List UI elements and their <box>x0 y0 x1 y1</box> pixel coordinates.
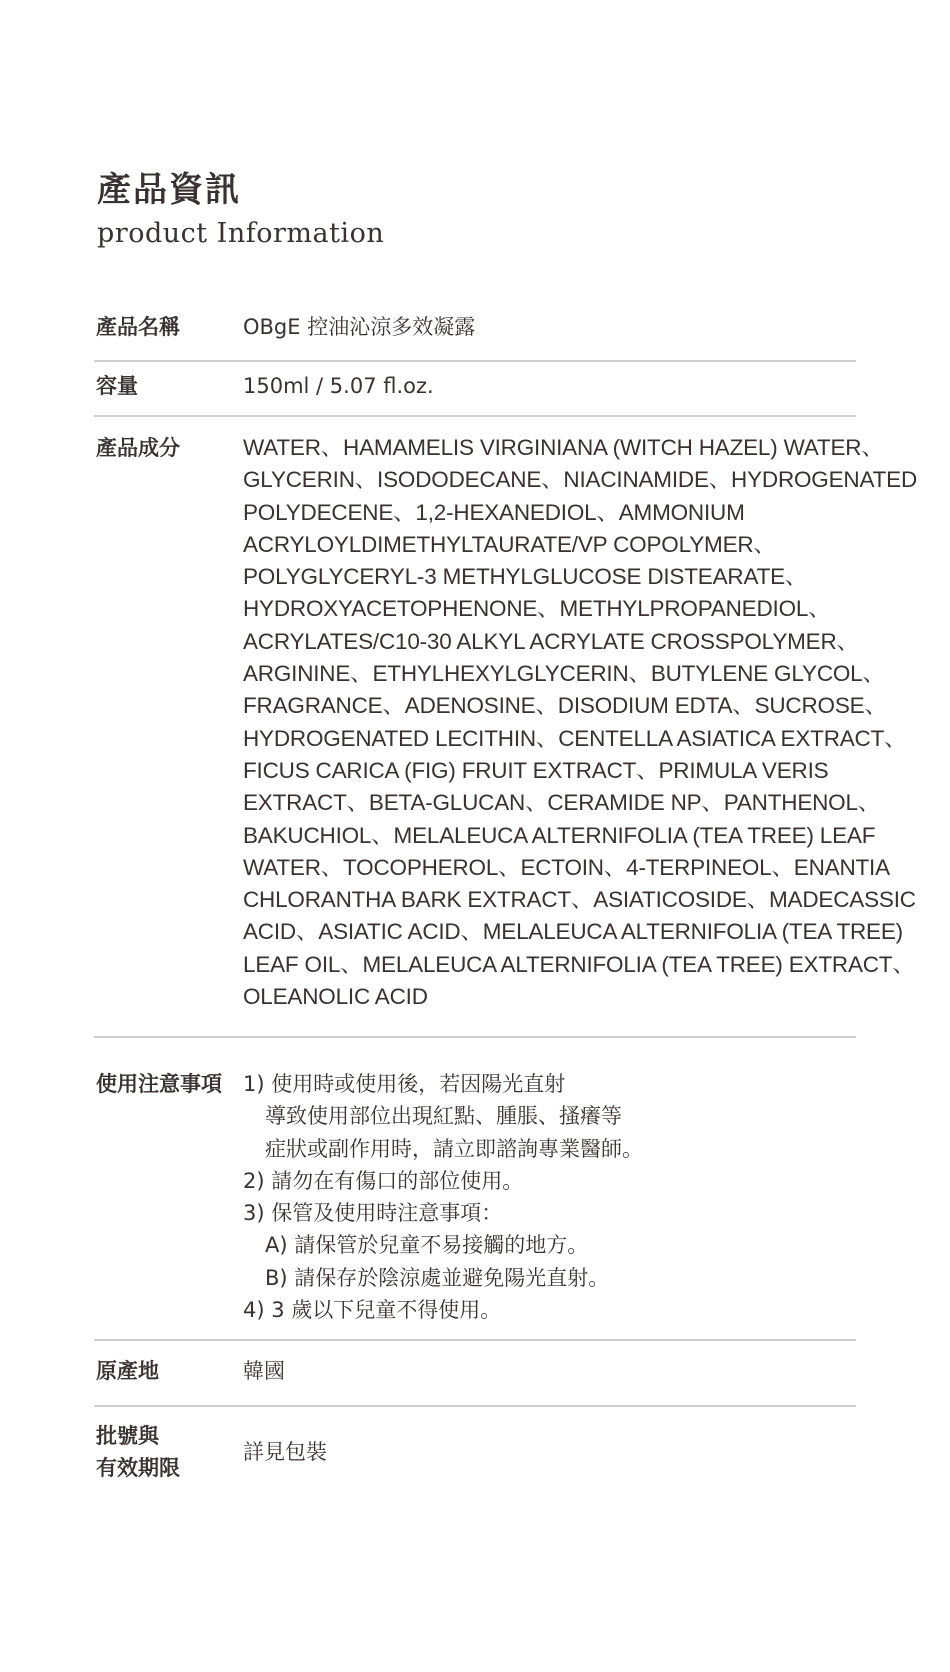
ingredients-line: FRAGRANCE、ADENOSINE、DISODIUM EDTA、SUCROSE、 <box>243 693 887 719</box>
caution-value <box>243 1068 861 1326</box>
caution-line: 3) 保管及使用時注意事項： <box>243 1201 503 1226</box>
row-divider <box>94 415 856 417</box>
caution-line: A) 請保管於兒童不易接觸的地方。 <box>265 1233 589 1258</box>
row-divider <box>94 1405 856 1407</box>
ingredients-line: CHLORANTHA BARK EXTRACT、ASIATICOSIDE、MADECASSIC <box>243 887 916 913</box>
ingredients-line: WATER、HAMAMELIS VIRGINIANA (WITCH HAZEL) WATER、 <box>243 435 884 460</box>
ingredients-line: OLEANOLIC ACID <box>243 984 428 1010</box>
caution-line: 4) 3 歲以下兒童不得使用。 <box>243 1298 502 1323</box>
batch-expiry-label <box>96 1420 236 1484</box>
ingredients-line: ACRYLOYLDIMETHYLTAURATE/VP COPOLYMER、 <box>243 531 776 557</box>
expiry-label-line: 有效期限 <box>96 1456 180 1480</box>
page-title: 產品資訊 <box>97 170 241 210</box>
ingredients-line: GLYCERIN、ISODODECANE、NIACINAMIDE、HYDROGENATED <box>243 467 917 493</box>
page-header <box>97 168 384 252</box>
product-name-label: 產品名稱 <box>96 315 180 339</box>
caution-line: B) 請保存於陰涼處並避免陽光直射。 <box>265 1265 610 1290</box>
batch-label-line: 批號與 <box>96 1424 159 1448</box>
ingredients-line: ACID、ASIATIC ACID、MELALEUCA ALTERNIFOLIA (TEA TREE) <box>243 919 903 945</box>
ingredients-line: ACRYLATES/C10-30 ALKYL ACRYLATE CROSSPOLYMER、 <box>243 628 859 654</box>
caution-line: 症狀或副作用時，請立即諮詢專業醫師。 <box>265 1136 643 1161</box>
ingredients-line: WATER、TOCOPHEROL、ECTOIN、4-TERPINEOL、ENANTIA <box>243 854 890 880</box>
product-name-value: OBgE 控油沁涼多效凝露 <box>243 315 476 339</box>
ingredients-value <box>243 432 917 1013</box>
volume-label: 容量 <box>96 374 138 398</box>
caution-line: 2) 請勿在有傷口的部位使用。 <box>243 1168 524 1193</box>
ingredients-line: HYDROGENATED LECITHIN、CENTELLA ASIATICA EXTRACT、 <box>243 725 907 751</box>
ingredients-line: FICUS CARICA (FIG) FRUIT EXTRACT、PRIMULA VERIS <box>243 757 829 783</box>
ingredients-line: POLYGLYCERYL-3 METHYLGLUCOSE DISTEARATE、 <box>243 564 808 590</box>
ingredients-line: POLYDECENE、1,2-HEXANEDIOL、AMMONIUM <box>243 499 745 525</box>
volume-value: 150ml / 5.07 fl.oz. <box>243 374 434 398</box>
row-divider <box>94 360 856 362</box>
ingredients-line: ARGININE、ETHYLHEXYLGLYCERIN、BUTYLENE GLYCOL、 <box>243 661 885 687</box>
ingredients-label: 產品成分 <box>96 436 180 460</box>
caution-line: 導致使用部位出現紅點、腫脹、搔癢等 <box>265 1104 622 1129</box>
batch-expiry-value: 詳見包裝 <box>243 1440 327 1464</box>
ingredients-line: LEAF OIL、MELALEUCA ALTERNIFOLIA (TEA TREE) EXTRACT、 <box>243 951 915 977</box>
origin-value: 韓國 <box>243 1359 285 1383</box>
caution-line: 1) 使用時或使用後，若因陽光直射 <box>243 1072 566 1096</box>
page-subtitle: product Information <box>97 218 385 249</box>
origin-label: 原產地 <box>96 1359 159 1383</box>
ingredients-line: BAKUCHIOL、MELALEUCA ALTERNIFOLIA (TEA TREE) LEAF <box>243 822 876 848</box>
caution-label: 使用注意事項 <box>96 1072 222 1096</box>
ingredients-line: HYDROXYACETOPHENONE、METHYLPROPANEDIOL、 <box>243 596 831 622</box>
ingredients-line: EXTRACT、BETA-GLUCAN、CERAMIDE NP、PANTHENOL、 <box>243 790 881 816</box>
row-divider <box>94 1036 856 1038</box>
row-divider <box>94 1339 856 1341</box>
